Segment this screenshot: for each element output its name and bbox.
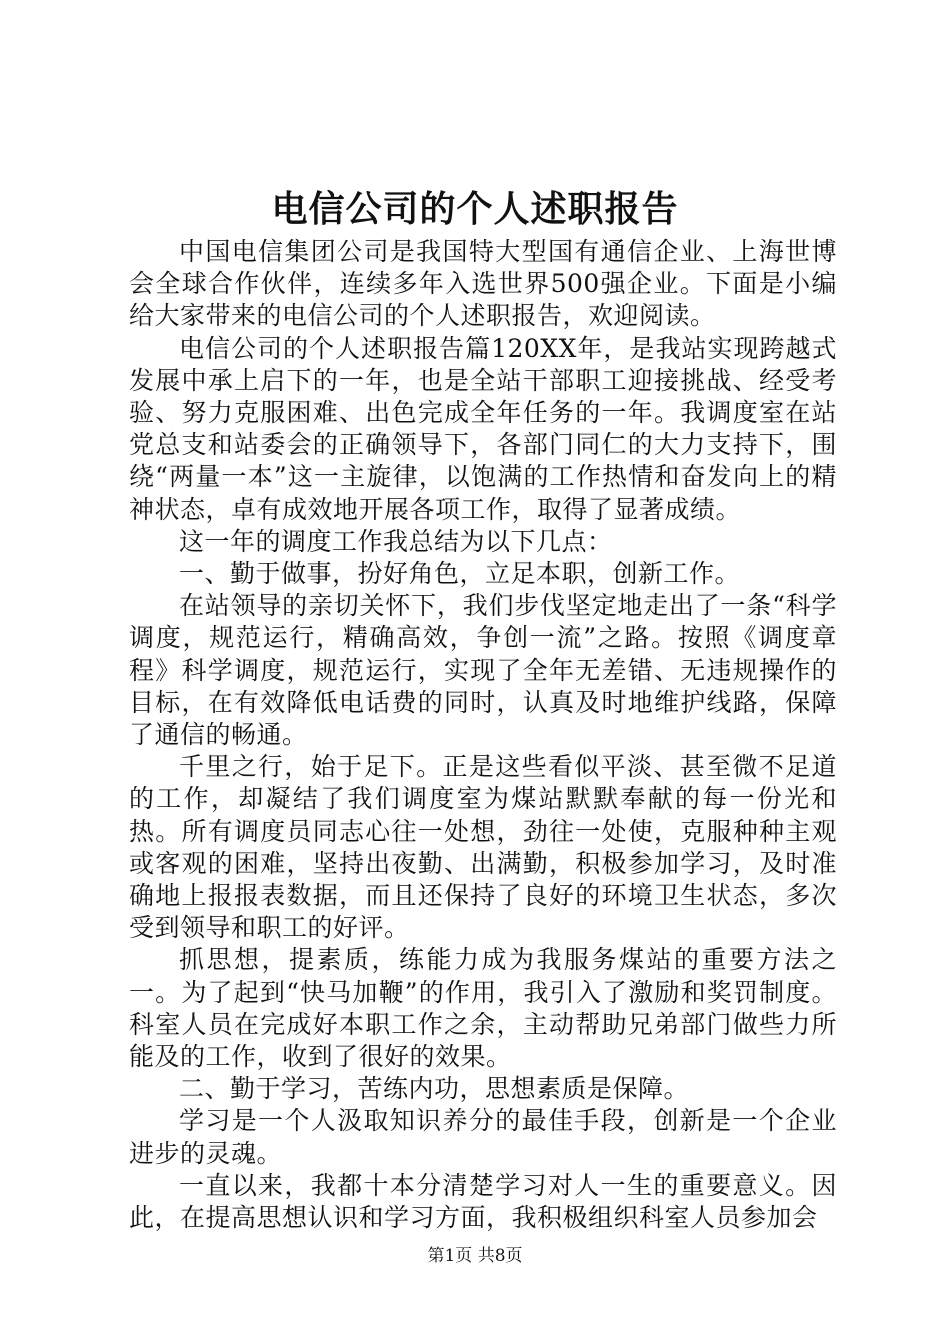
paragraph: 中国电信集团公司是我国特大型国有通信企业、上海世博会全球合作伙伴，连续多年入选世界500强企业。下面是小编给大家带来的电信公司的个人述职报告，欢迎阅读。 — [129, 237, 837, 331]
paragraph: 在站领导的亲切关怀下，我们步伐坚定地走出了一条“科学调度，规范运行，精确高效，争创一流”之路。按照《调度章程》科学调度，规范运行，实现了全年无差错、无违规操作的目标，在有效降低电话费的同时，认真及时地维护线路，保障了通信的畅通。 — [129, 591, 837, 750]
section-heading: 二、勤于学习，苦练内功，思想素质是保障。 — [179, 1074, 690, 1104]
document-title: 电信公司的个人述职报告 — [271, 188, 679, 230]
paragraph: 千里之行，始于足下。正是这些看似平淡、甚至微不足道的工作，却凝结了我们调度室为煤站默默奉献的每一份光和热。所有调度员同志心往一处想，劲往一处使，克服种种主观或客观的困难，坚持出夜勤、出满勤，积极参加学习，及时准确地上报报表数据，而且还保持了良好的环境卫生状态，多次受到领导和职工的好评。 — [129, 752, 837, 943]
page-footer: 第1页 共8页 — [427, 1246, 523, 1266]
paragraph: 一直以来，我都十本分清楚学习对人一生的重要意义。因此，在提高思想认识和学习方面，我积极组织科室人员参加会 — [129, 1170, 837, 1233]
paragraph: 抓思想，提素质，练能力成为我服务煤站的重要方法之一。为了起到“快马加鞭”的作用，我引入了激励和奖罚制度。科室人员在完成好本职工作之余，主动帮助兄弟部门做些力所能及的工作，收到了很好的效果。 — [129, 945, 837, 1072]
paragraph: 这一年的调度工作我总结为以下几点： — [179, 526, 613, 556]
paragraph: 学习是一个人汲取知识养分的最佳手段，创新是一个企业进步的灵魂。 — [129, 1106, 837, 1168]
section-heading: 一、勤于做事，扮好角色，立足本职，创新工作。 — [179, 559, 741, 589]
document-body — [129, 236, 837, 1234]
paragraph: 电信公司的个人述职报告篇120XX年，是我站实现跨越式发展中承上启下的一年，也是全站干部职工迎接挑战、经受考验、努力克服困难、出色完成全年任务的一年。我调度室在站党总支和站委会的正确领导下，各部门同仁的大力支持下，围绕“两量一本”这一主旋律，以饱满的工作热情和奋发向上的精神状态，卓有成效地开展各项工作，取得了显著成绩。 — [129, 333, 837, 524]
